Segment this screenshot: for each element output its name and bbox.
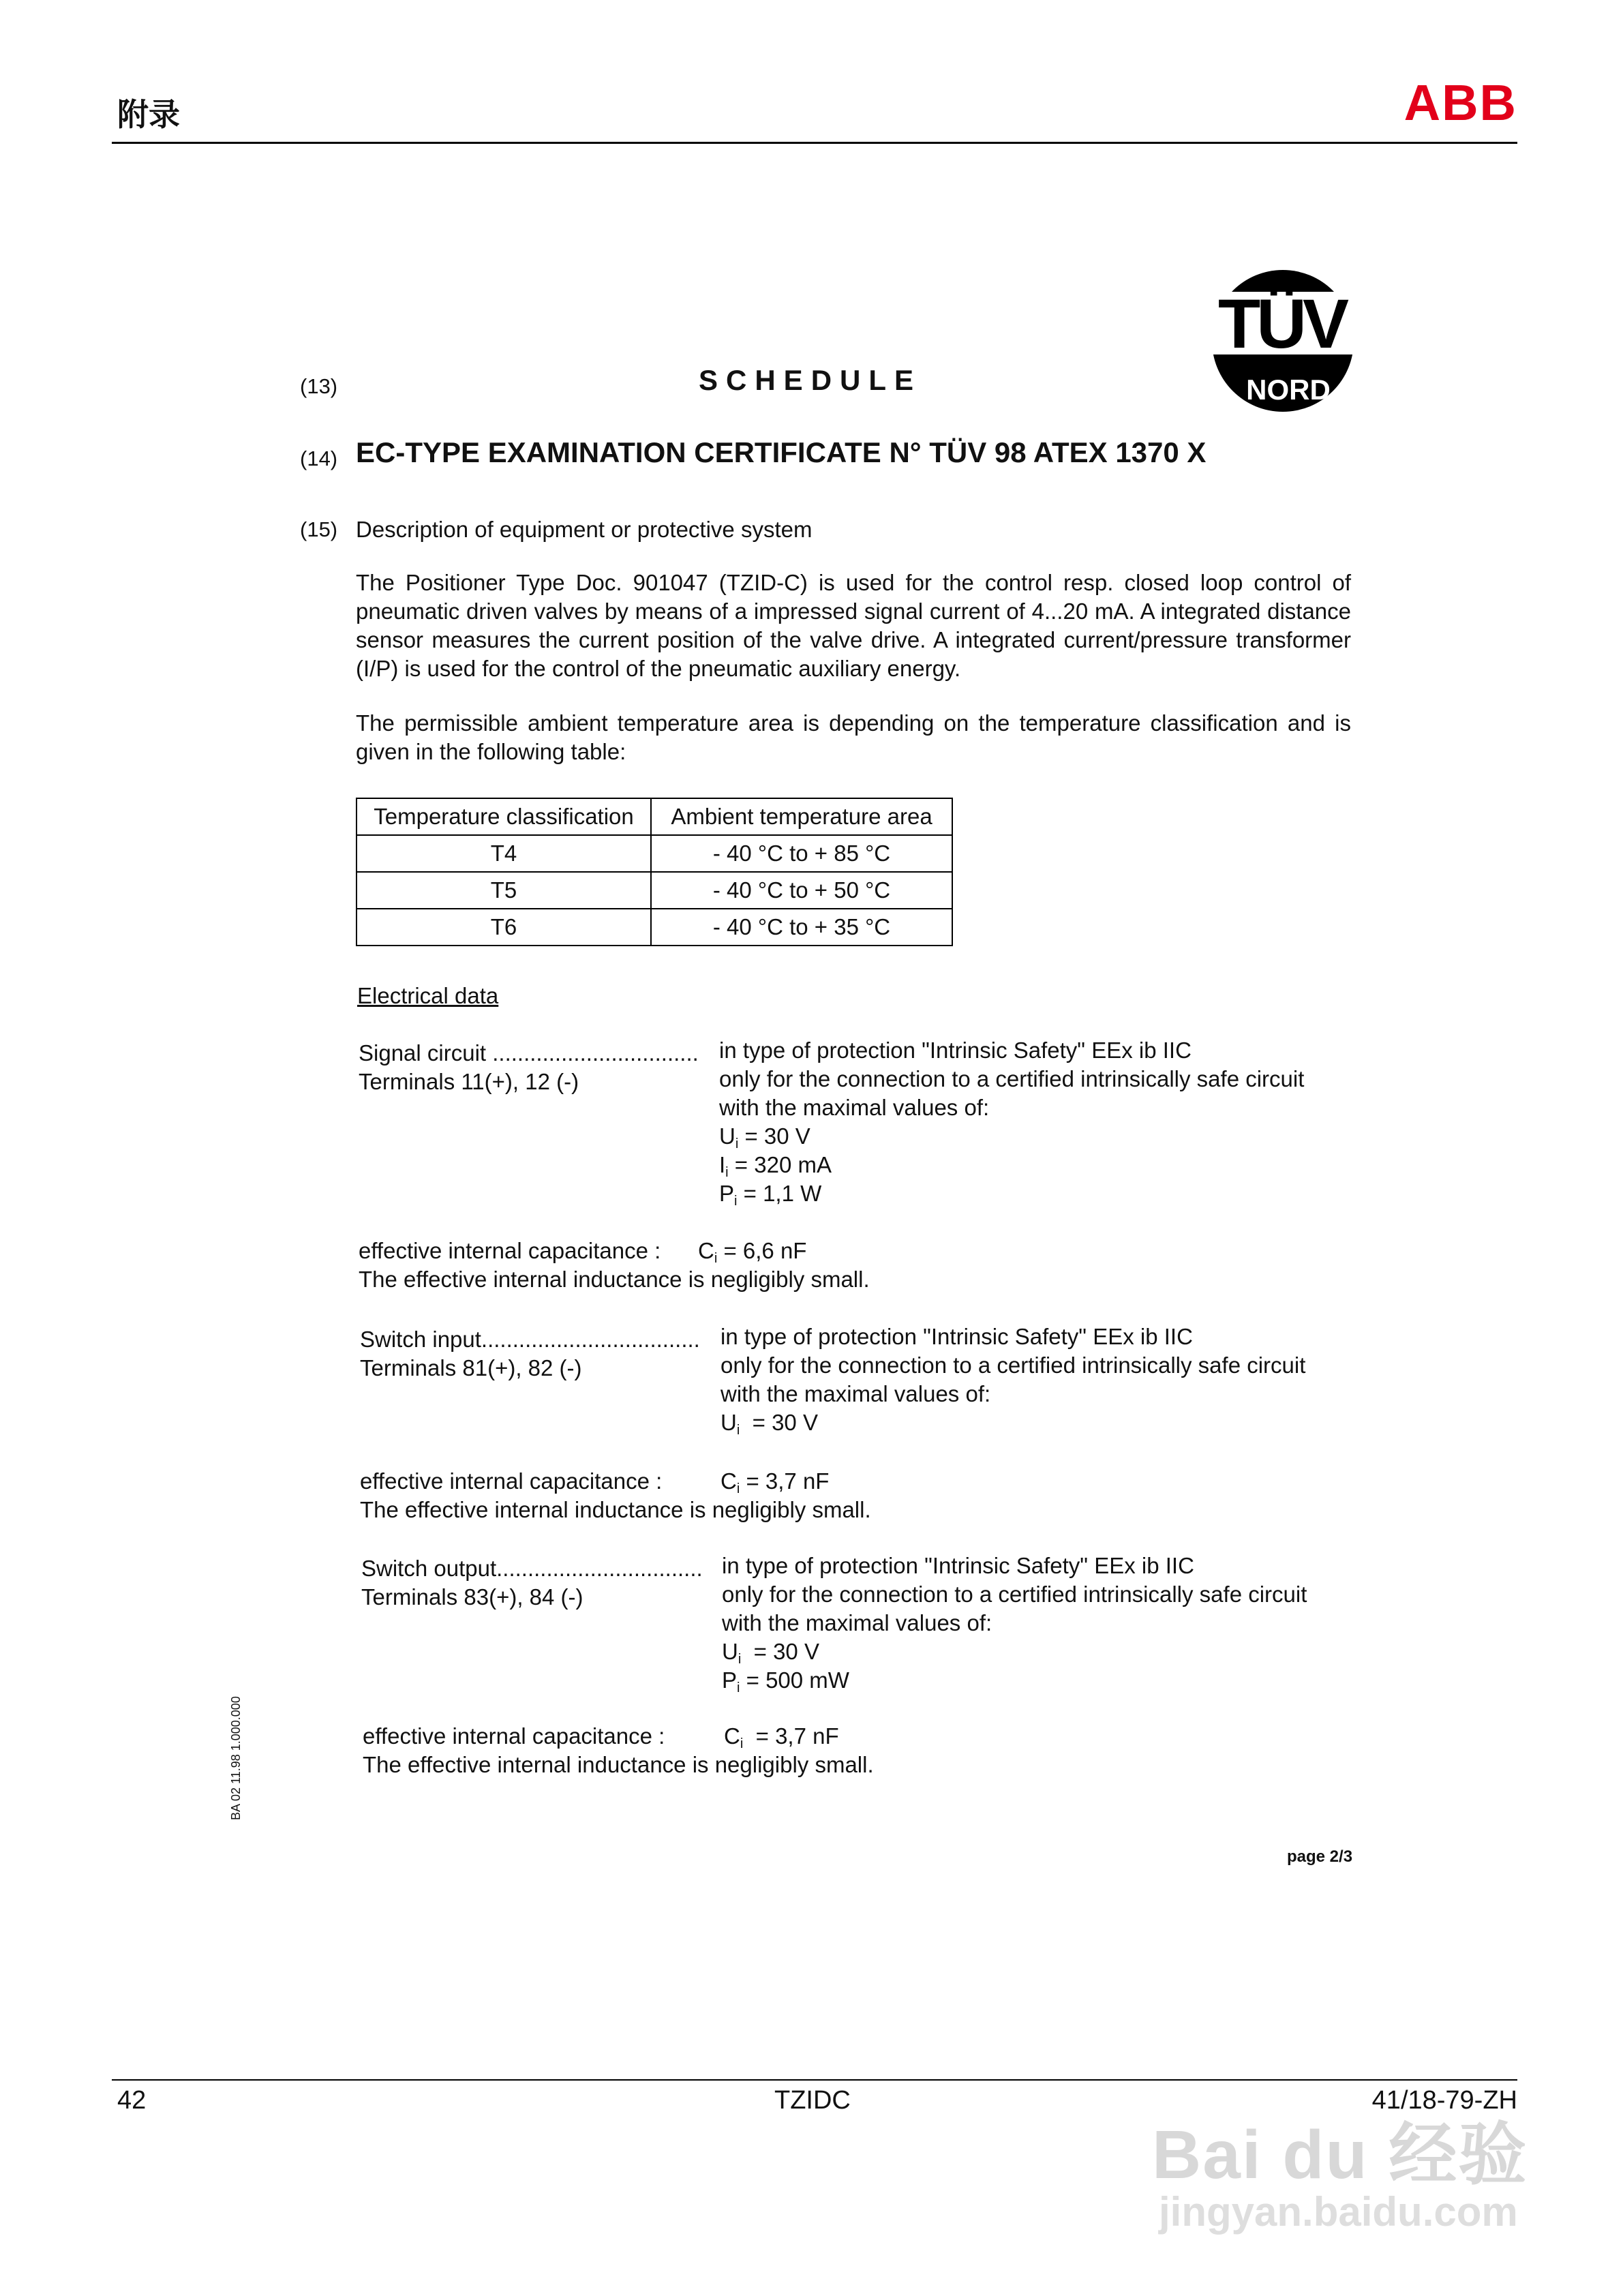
switch-input-max-values: with the maximal values of:: [721, 1381, 991, 1406]
switch-input-capacitance-value: $C_i = 3,7$ nF: [721, 1468, 830, 1496]
switch-input-ui-value: $U_i = 30$ V: [721, 1410, 818, 1438]
switch-output-terminals: Terminals 83(+), 84 (-): [361, 1584, 583, 1610]
electrical-data-heading: Electrical data: [357, 983, 499, 1008]
switch-input-capacitance-label: effective internal capacitance :: [360, 1468, 663, 1494]
description-paragraph: The Positioner Type Doc. 901047 (TZID-C) is used for the control resp. closed loop control of pneumatic driven valves by means of a impressed signal current of 4...20 mA. A integrated distance sensor measures the current position of the valve drive. A integrated current/pressure transformer (I/P) is used for the control of the pneumatic auxiliary energy.: [356, 570, 1351, 681]
tuv-text: TÜV: [1218, 285, 1345, 363]
switch-output-label: Switch output.................................: [361, 1556, 703, 1581]
schedule-heading: SCHEDULE: [699, 364, 922, 396]
signal-terminals: Terminals 11(+), 12 (-): [359, 1069, 579, 1094]
signal-circuit-label: Signal circuit .................................: [359, 1040, 699, 1066]
signal-protection: in type of protection "Intrinsic Safety" EEx ib IIC: [719, 1038, 1192, 1063]
switch-output-capacitance-value: $C_i = 3,7$ nF: [724, 1723, 839, 1751]
signal-inductance-note: The effective internal inductance is negligibly small.: [359, 1267, 870, 1292]
switch-input-terminals: Terminals 81(+), 82 (-): [360, 1355, 582, 1380]
table-cell: - 40 °C to + 50 °C: [651, 872, 952, 909]
signal-capacitance-label: effective internal capacitance :: [359, 1238, 661, 1263]
section-number-15: (15): [300, 517, 338, 541]
footer-doc-code: 41/18-79-ZH: [1371, 2086, 1517, 2115]
temperature-intro: The permissible ambient temperature area is depending on the temperature classification and is given in the following table:: [356, 710, 1351, 764]
section-number-13: (13): [300, 374, 338, 398]
switch-output-inductance-note: The effective internal inductance is negligibly small.: [363, 1752, 874, 1777]
signal-ii-value: $I_i = 320$ mA: [719, 1152, 832, 1180]
table-cell: T6: [357, 909, 651, 946]
temperature-table: [356, 798, 953, 946]
table-row: [357, 872, 952, 909]
switch-output-pi-value: $P_i = 500$ mW: [722, 1667, 849, 1695]
table-cell: - 40 °C to + 35 °C: [651, 909, 952, 946]
table-row: [357, 909, 952, 946]
watermark-logo: Bai du 经验: [1152, 2117, 1528, 2193]
table-header-cell: Temperature classification: [357, 798, 651, 835]
table-cell: - 40 °C to + 85 °C: [651, 835, 952, 872]
signal-max-values: with the maximal values of:: [719, 1095, 990, 1120]
description-heading: Description of equipment or protective system: [356, 517, 813, 542]
table-header-row: [357, 798, 952, 835]
footer-product: TZIDC: [774, 2086, 851, 2115]
signal-capacitance-value: $C_i = 6,6$ nF: [698, 1238, 807, 1266]
footer-page-number: 42: [117, 2086, 147, 2115]
table-cell: T5: [357, 872, 651, 909]
signal-only-connection: only for the connection to a certified intrinsically safe circuit: [719, 1066, 1305, 1091]
signal-pi-value: $P_i = 1,1$ W: [719, 1181, 822, 1209]
tuv-nord-logo: [1201, 265, 1362, 413]
switch-output-protection: in type of protection "Intrinsic Safety" EEx ib IIC: [722, 1553, 1194, 1578]
footer-divider: [112, 2079, 1517, 2081]
switch-output-ui-value: $U_i = 30$ V: [722, 1639, 819, 1667]
page-header-title: 附录: [117, 96, 180, 133]
table-cell: T4: [357, 835, 651, 872]
switch-input-inductance-note: The effective internal inductance is negligibly small.: [360, 1497, 871, 1522]
switch-output-capacitance-label: effective internal capacitance :: [363, 1723, 665, 1749]
switch-output-max-values: with the maximal values of:: [722, 1610, 992, 1635]
signal-ui-value: $U_i = 30$ V: [719, 1123, 810, 1151]
switch-output-only-connection: only for the connection to a certified intrinsically safe circuit: [722, 1582, 1307, 1607]
page-indicator: page 2/3: [1287, 1847, 1353, 1866]
certificate-title: EC-TYPE EXAMINATION CERTIFICATE N° TÜV 98 ATEX 1370 X: [356, 436, 1207, 468]
abb-logo: ABB: [1404, 74, 1517, 131]
switch-input-only-connection: only for the connection to a certified intrinsically safe circuit: [721, 1353, 1306, 1378]
header-divider: [112, 142, 1517, 144]
table-row: [357, 835, 952, 872]
switch-input-protection: in type of protection "Intrinsic Safety" EEx ib IIC: [721, 1324, 1193, 1349]
table-header-cell: Ambient temperature area: [651, 798, 952, 835]
side-print-code: BA 02 11.98 1.000.000: [229, 1696, 243, 1820]
nord-text: NORD: [1246, 374, 1331, 406]
section-number-14: (14): [300, 447, 338, 470]
switch-input-label: Switch input...................................: [360, 1327, 700, 1352]
watermark-url: jingyan.baidu.com: [1159, 2189, 1518, 2235]
